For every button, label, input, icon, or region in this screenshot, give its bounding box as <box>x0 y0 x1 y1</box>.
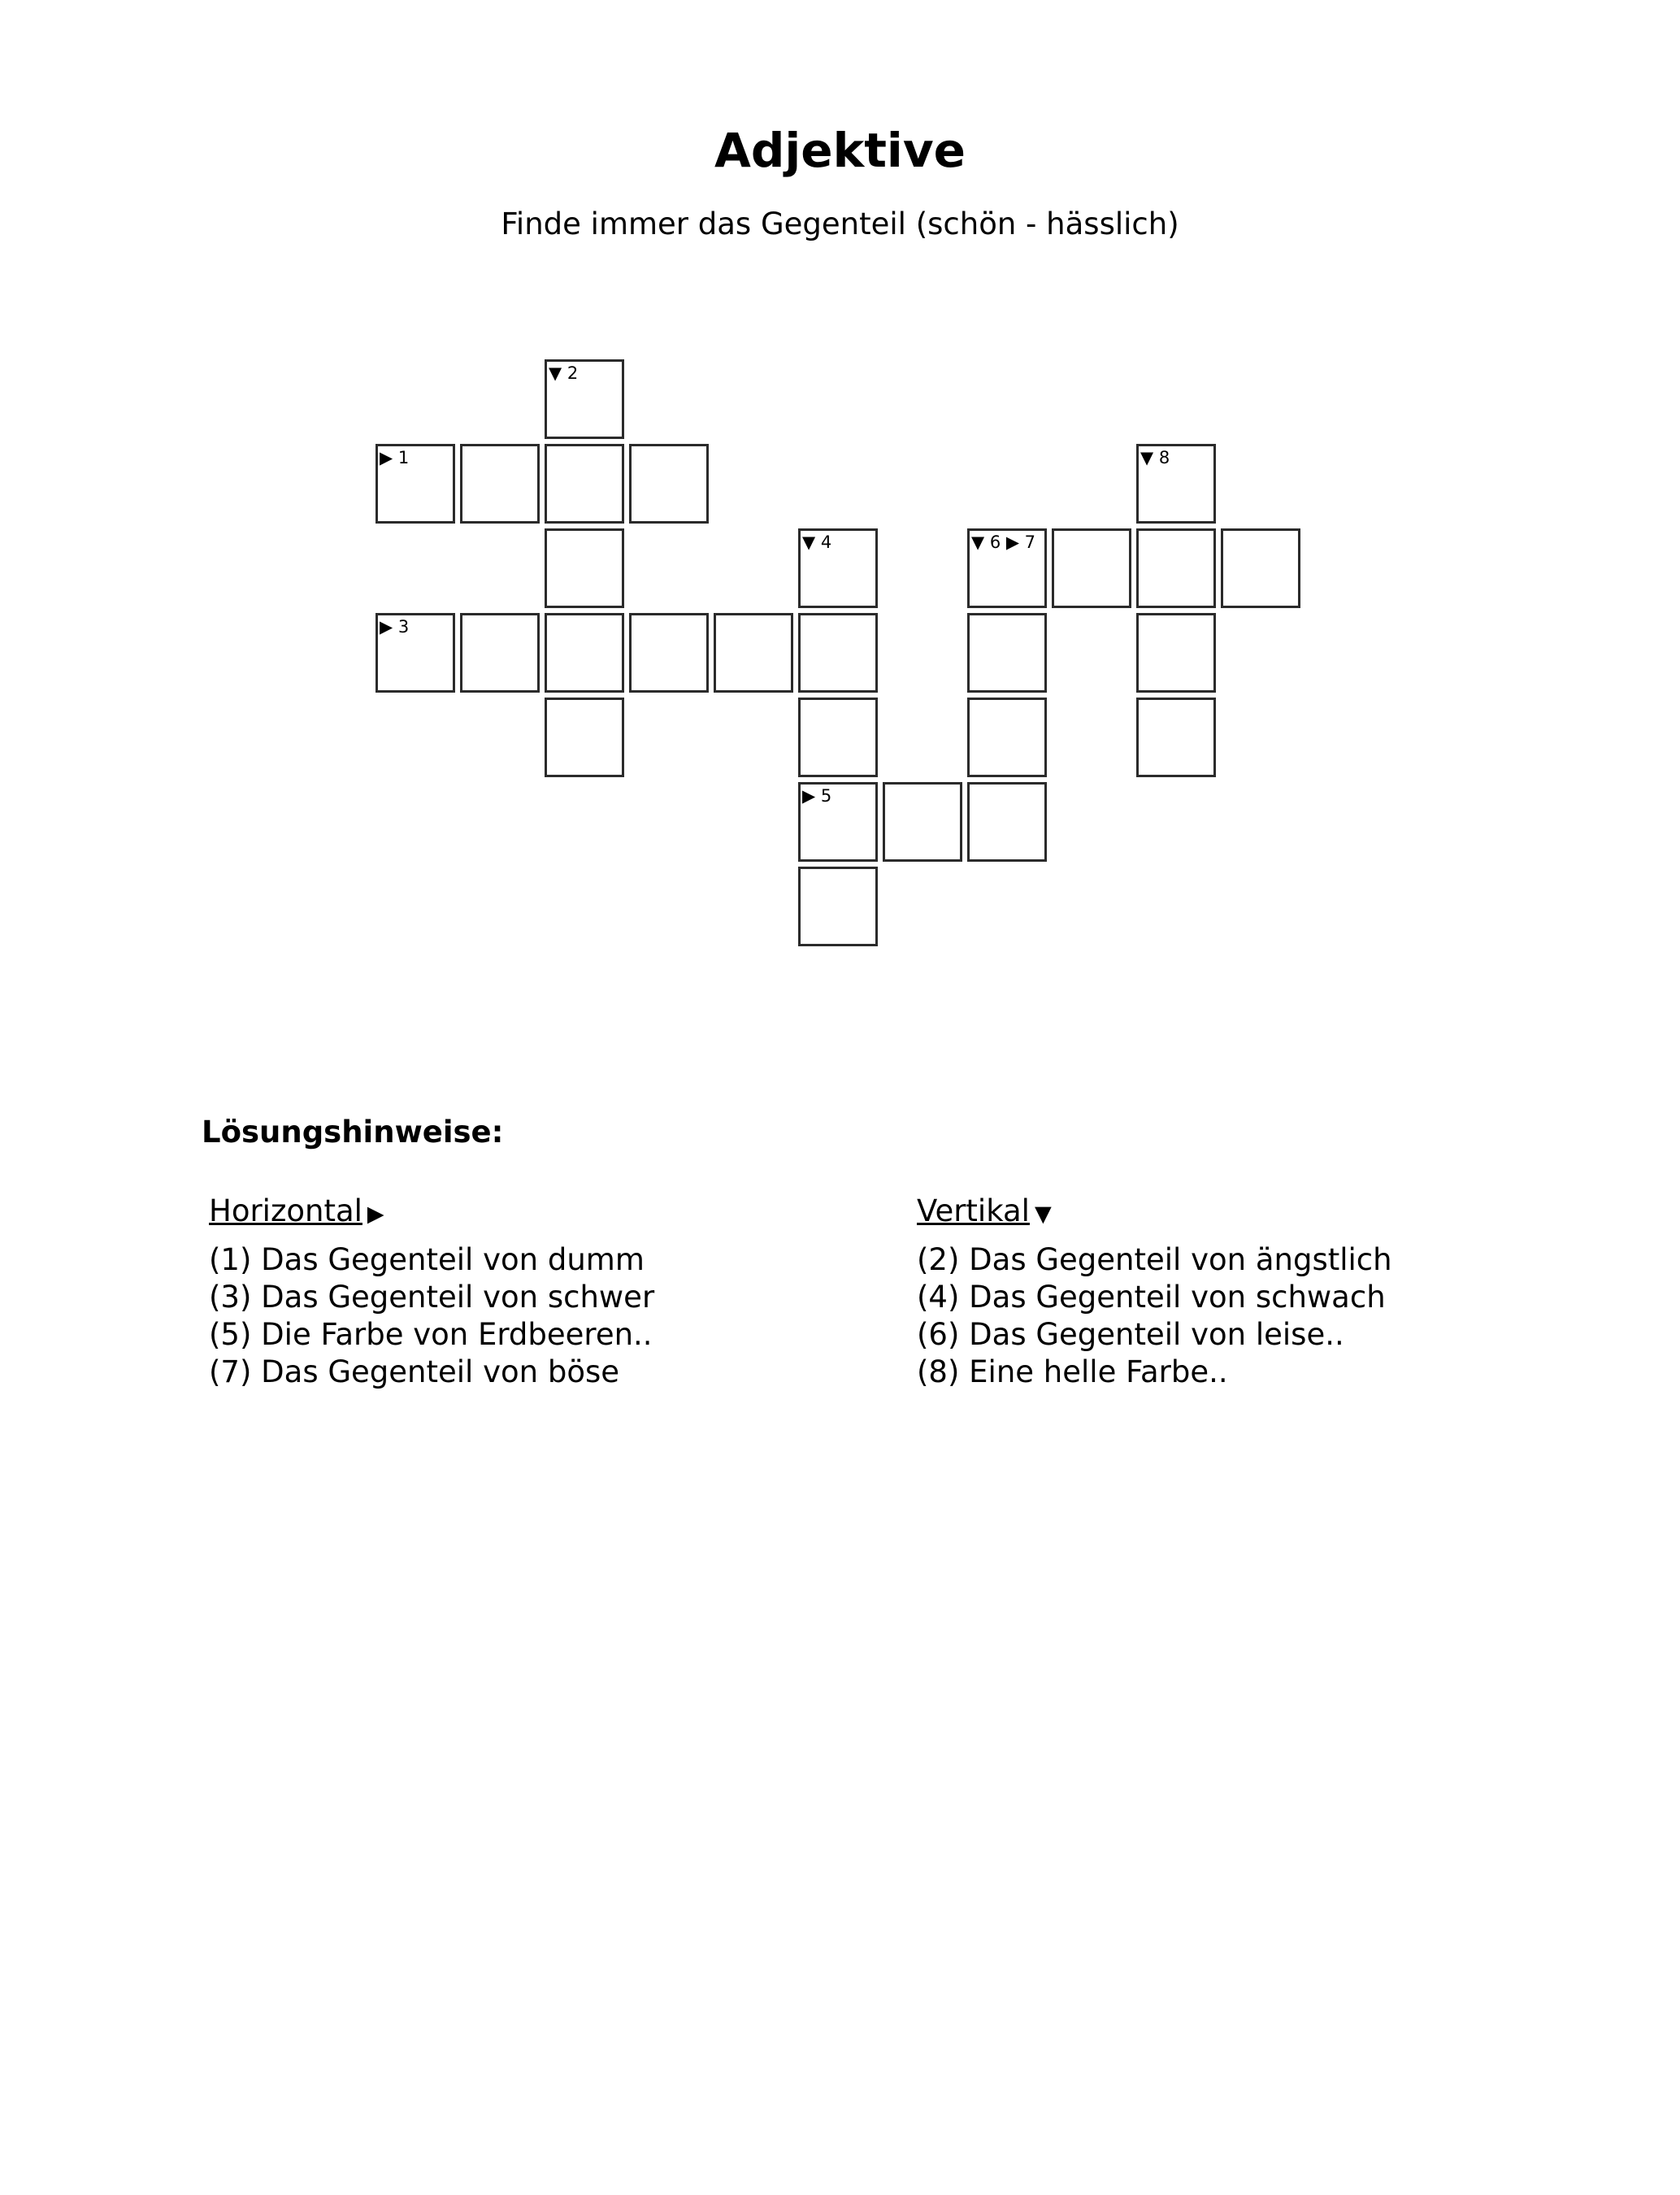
vertical-heading-label: Vertikal <box>917 1193 1030 1228</box>
horizontal-clue-list <box>209 1241 654 1391</box>
clue-number-label: ▼ 4 <box>802 532 832 552</box>
crossword-cell[interactable] <box>883 782 962 862</box>
crossword-cell[interactable] <box>460 444 540 524</box>
hints-heading: Lösungshinweise: <box>202 1115 504 1150</box>
clue-number-label: ▼ 8 <box>1140 448 1170 467</box>
crossword-cell[interactable] <box>545 359 624 439</box>
horizontal-heading <box>209 1191 654 1235</box>
clue-6: (6) Das Gegenteil von leise.. <box>917 1317 1344 1352</box>
crossword-cell[interactable] <box>798 528 878 608</box>
clue-5: (5) Die Farbe von Erdbeeren.. <box>209 1317 653 1352</box>
crossword-cell[interactable] <box>545 698 624 777</box>
page-title: Adjektive <box>714 123 966 178</box>
crossword-cell[interactable] <box>629 444 709 524</box>
crossword-cell[interactable] <box>967 613 1047 693</box>
crossword-cell[interactable] <box>798 698 878 777</box>
clue-number-label: ▼ 2 <box>549 363 579 383</box>
crossword-grid <box>0 0 1680 976</box>
clue-3: (3) Das Gegenteil von schwer <box>209 1280 655 1315</box>
vertical-heading <box>917 1191 1392 1235</box>
right-arrow-icon: ▶ <box>367 1202 384 1227</box>
crossword-cell[interactable] <box>629 613 709 693</box>
crossword-cell[interactable] <box>1136 528 1216 608</box>
vertical-clue-list <box>917 1241 1392 1391</box>
crossword-cell[interactable] <box>1136 613 1216 693</box>
crossword-cell[interactable] <box>376 444 455 524</box>
clue-7: (7) Das Gegenteil von böse <box>209 1354 620 1389</box>
crossword-cell[interactable] <box>967 528 1047 608</box>
crossword-cell[interactable] <box>1136 444 1216 524</box>
crossword-cell[interactable] <box>1221 528 1300 608</box>
crossword-cell[interactable] <box>798 867 878 946</box>
clue-4: (4) Das Gegenteil von schwach <box>917 1280 1386 1315</box>
crossword-cell[interactable] <box>1052 528 1131 608</box>
clue-2: (2) Das Gegenteil von ängstlich <box>917 1242 1392 1277</box>
crossword-cell[interactable] <box>798 613 878 693</box>
crossword-cell[interactable] <box>376 613 455 693</box>
crossword-cell[interactable] <box>714 613 793 693</box>
crossword-cell[interactable] <box>460 613 540 693</box>
crossword-cell[interactable] <box>1136 698 1216 777</box>
vertical-clues-column <box>917 1191 1392 1391</box>
crossword-cell[interactable] <box>545 528 624 608</box>
crossword-cell[interactable] <box>967 782 1047 862</box>
crossword-cell[interactable] <box>798 782 878 862</box>
clue-number-label: ▶ 1 <box>380 448 410 467</box>
clue-number-label: ▼ 6 ▶ 7 <box>971 532 1036 552</box>
clue-1: (1) Das Gegenteil von dumm <box>209 1242 645 1277</box>
crossword-cell[interactable] <box>545 444 624 524</box>
crossword-cell[interactable] <box>967 698 1047 777</box>
clue-number-label: ▶ 3 <box>380 617 410 637</box>
crossword-cell[interactable] <box>545 613 624 693</box>
clue-8: (8) Eine helle Farbe.. <box>917 1354 1228 1389</box>
horizontal-clues-column <box>209 1191 654 1391</box>
clue-number-label: ▶ 5 <box>802 786 832 806</box>
horizontal-heading-label: Horizontal <box>209 1193 362 1228</box>
down-arrow-icon: ▼ <box>1034 1202 1052 1227</box>
page-subtitle: Finde immer das Gegenteil (schön - hässlich) <box>501 206 1179 241</box>
